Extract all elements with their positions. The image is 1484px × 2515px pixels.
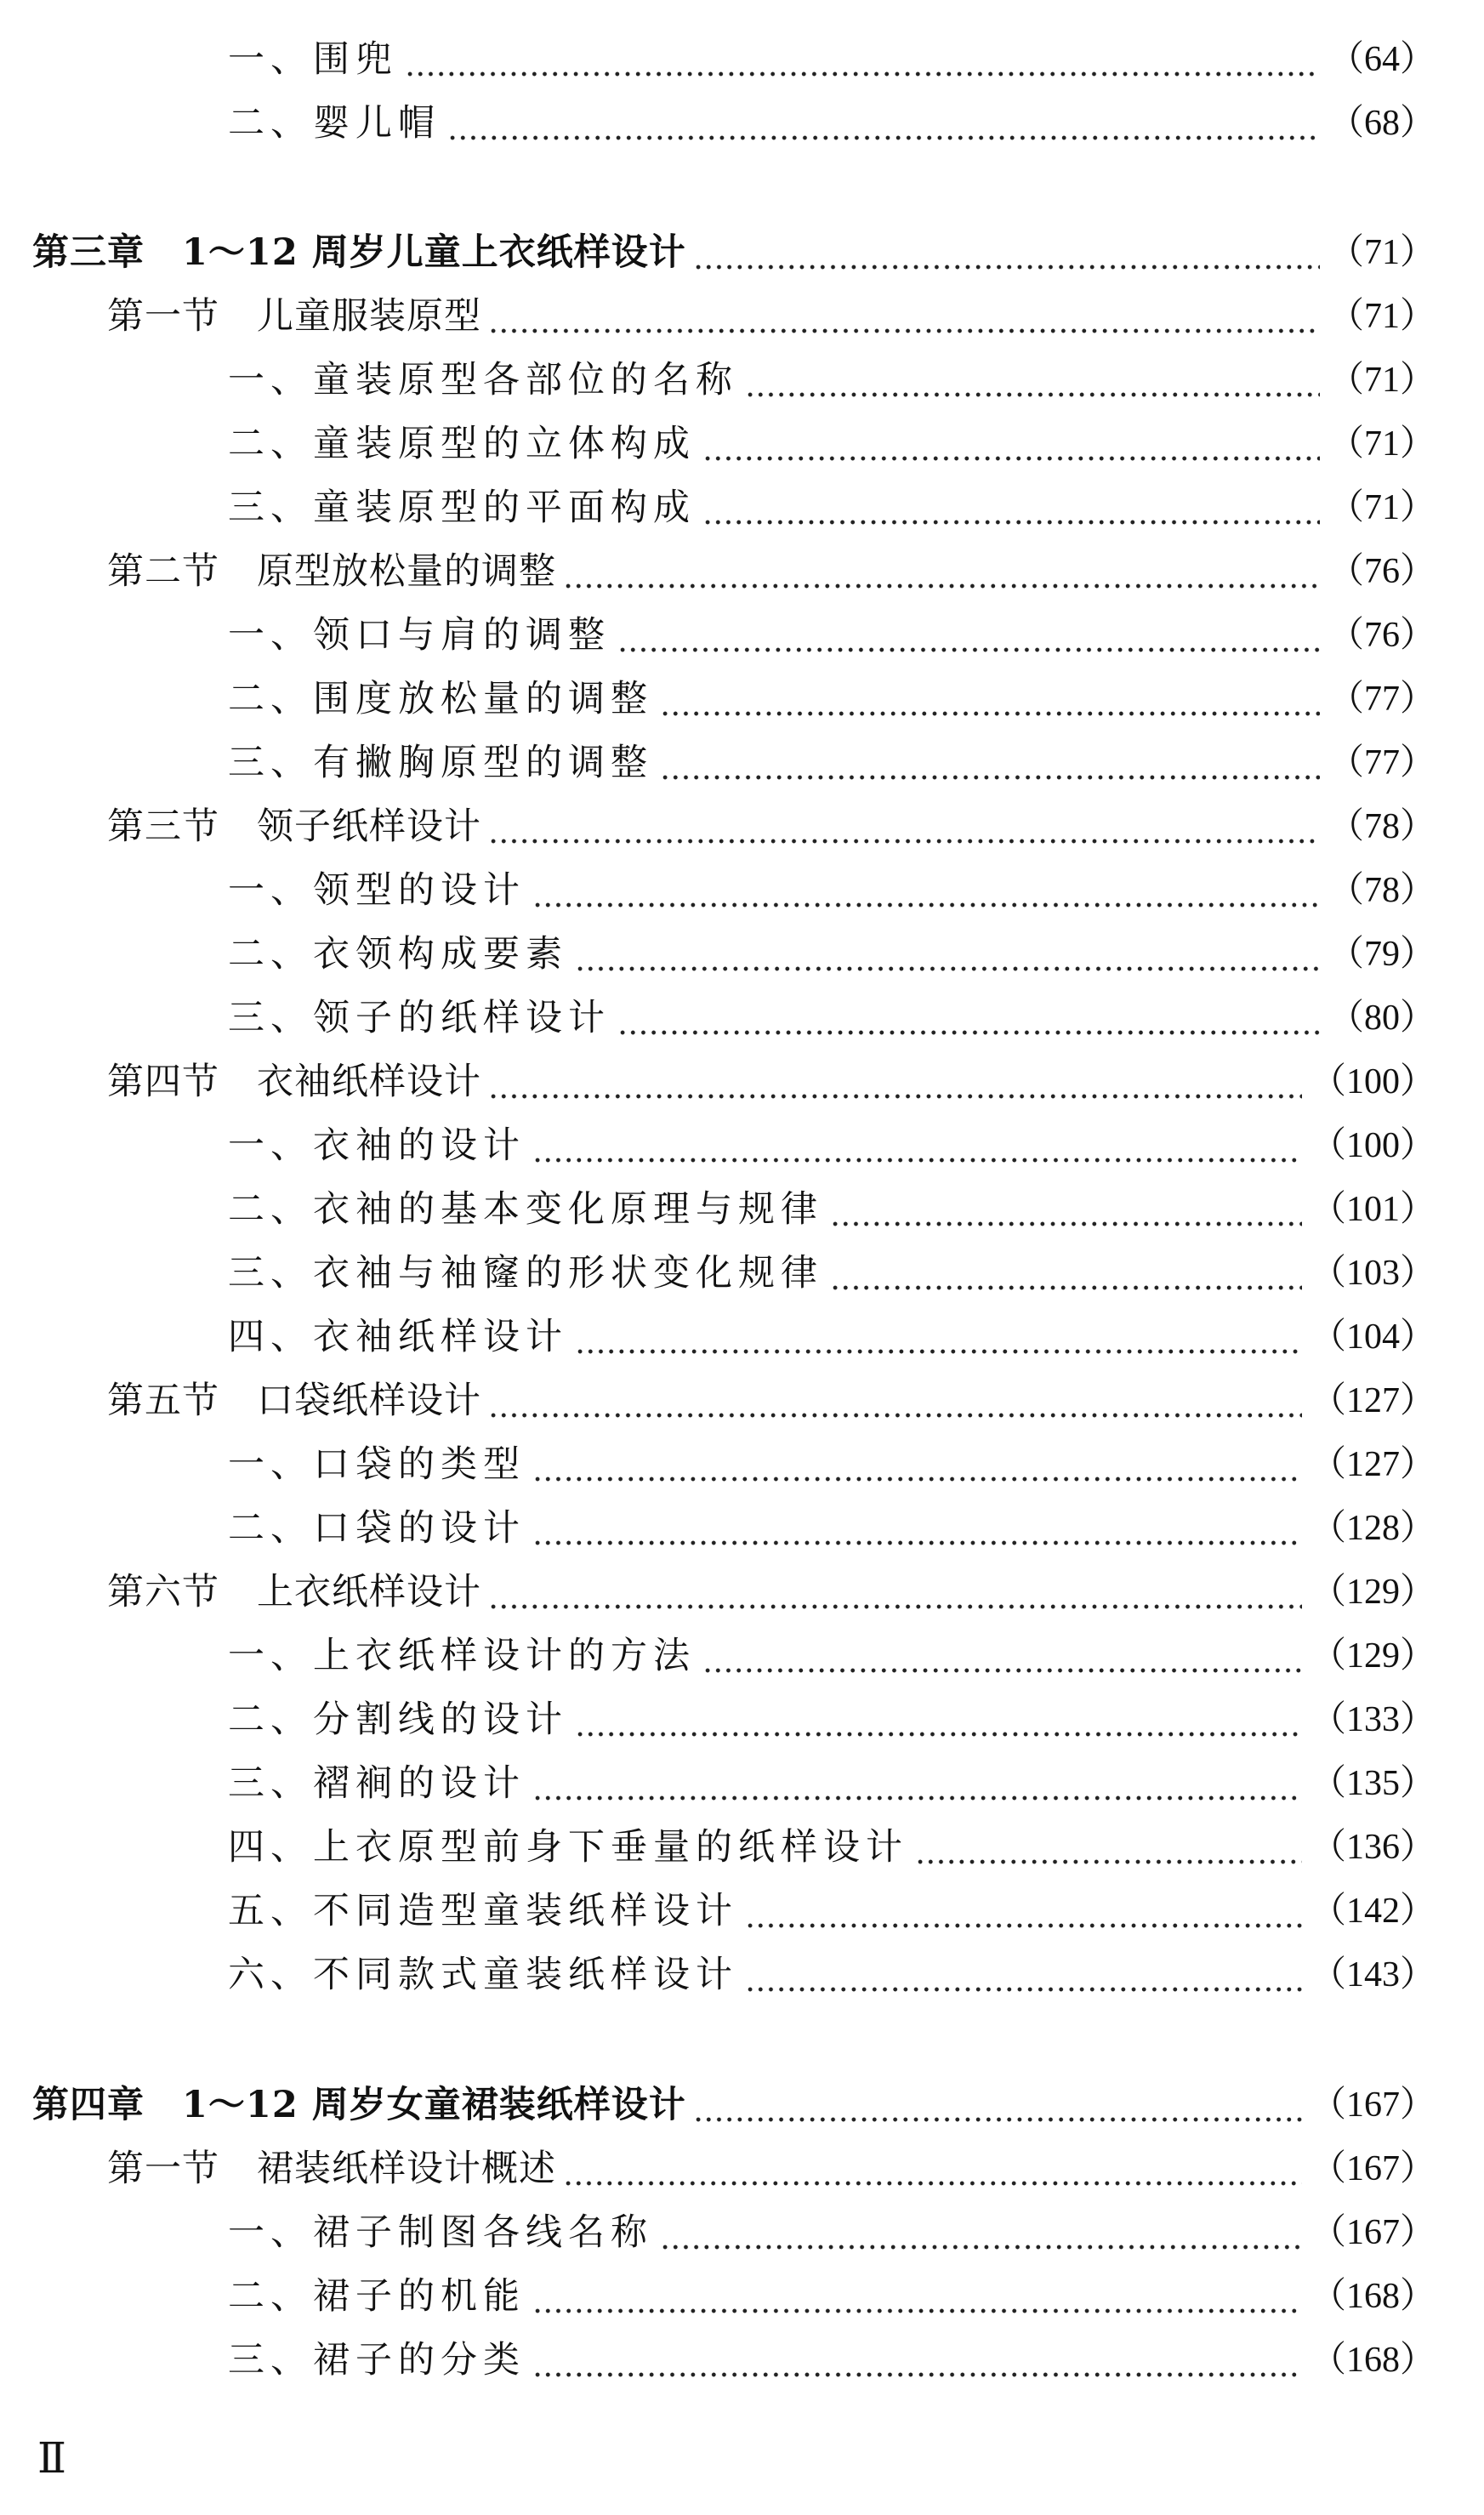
- toc-entry-page-number: （167）: [1310, 2085, 1436, 2125]
- toc-entry-title: 一、领型的设计: [228, 869, 526, 912]
- dot-leader: [532, 1477, 1302, 1482]
- toc-entry-title: 二、衣领构成要素: [228, 933, 568, 976]
- toc-entry-item[interactable]: [0, 30, 1484, 89]
- dot-leader: [660, 2245, 1302, 2250]
- toc-entry-page-number: （168）: [1310, 2277, 1436, 2316]
- dot-leader: [532, 1158, 1302, 1163]
- dot-leader: [693, 265, 1320, 270]
- toc-entry-title: 第四章 1～12 周岁女童裙装纸样设计: [32, 2084, 686, 2126]
- toc-entry-page-number: （71）: [1328, 424, 1436, 464]
- toc-entry-title: 二、衣袖的基本变化原理与规律: [228, 1188, 823, 1231]
- toc-entry-title: 第一节 儿童服装原型: [107, 295, 481, 338]
- toc-entry-title: 三、有撇胸原型的调整: [228, 742, 653, 784]
- toc-entry-page-number: （71）: [1328, 297, 1436, 336]
- toc-entry-item[interactable]: [0, 1881, 1484, 1941]
- toc-entry-page-number: （71）: [1328, 233, 1436, 272]
- toc-entry-page-number: （100）: [1310, 1062, 1436, 1101]
- dot-leader: [532, 2308, 1302, 2313]
- toc-entry-title: 一、口袋的类型: [228, 1443, 526, 1486]
- toc-entry-item[interactable]: [0, 1180, 1484, 1239]
- toc-entry-title: 一、童装原型各部位的名称: [228, 359, 738, 401]
- dot-leader: [830, 1221, 1302, 1226]
- toc-entry-page-number: （129）: [1310, 1573, 1436, 1612]
- toc-entry-item[interactable]: [0, 478, 1484, 538]
- toc-entry-page-number: （143）: [1310, 1955, 1436, 1994]
- dot-leader: [532, 1795, 1302, 1801]
- toc-entry-page-number: （76）: [1328, 552, 1436, 591]
- toc-entry-title: 三、衣袖与袖窿的形状变化规律: [228, 1252, 823, 1294]
- toc-entry-section[interactable]: [0, 287, 1484, 346]
- dot-leader: [915, 1859, 1302, 1864]
- dot-leader: [488, 1413, 1302, 1418]
- dot-leader: [617, 1030, 1320, 1035]
- toc-entry-page-number: （101）: [1310, 1190, 1436, 1229]
- toc-entry-item[interactable]: [0, 1754, 1484, 1813]
- toc-entry-page-number: （129）: [1310, 1636, 1436, 1676]
- dot-leader: [617, 647, 1320, 652]
- toc-entry-item[interactable]: [0, 414, 1484, 474]
- toc-entry-page-number: （100）: [1310, 1126, 1436, 1165]
- toc-entry-page-number: （71）: [1328, 488, 1436, 527]
- dot-leader: [693, 2117, 1302, 2122]
- toc-entry-page-number: （168）: [1310, 2341, 1436, 2380]
- toc-entry-section[interactable]: [0, 797, 1484, 856]
- toc-entry-page-number: （79）: [1328, 935, 1436, 974]
- dot-leader: [745, 1923, 1302, 1928]
- toc-entry-page-number: （68）: [1328, 104, 1436, 143]
- toc-entry-title: 二、分割线的设计: [228, 1698, 568, 1741]
- toc-entry-section[interactable]: [0, 1371, 1484, 1431]
- dot-leader: [745, 1987, 1302, 1992]
- toc-entry-page-number: （167）: [1310, 2149, 1436, 2188]
- toc-entry-page-number: （77）: [1328, 743, 1436, 782]
- toc-entry-title: 第二节 原型放松量的调整: [107, 550, 556, 593]
- toc-entry-item[interactable]: [0, 925, 1484, 984]
- toc-entry-item[interactable]: [0, 94, 1484, 153]
- toc-entry-page-number: （80）: [1328, 999, 1436, 1038]
- toc-entry-title: 四、衣袖纸样设计: [228, 1316, 568, 1358]
- dot-leader: [745, 392, 1320, 397]
- toc-entry-title: 二、围度放松量的调整: [228, 678, 653, 720]
- dot-leader: [575, 1732, 1302, 1737]
- toc-entry-page-number: （78）: [1328, 871, 1436, 910]
- toc-entry-page-number: （127）: [1310, 1381, 1436, 1420]
- toc-entry-item[interactable]: [0, 1499, 1484, 1558]
- toc-entry-page-number: （103）: [1310, 1254, 1436, 1293]
- toc-entry-item[interactable]: [0, 1435, 1484, 1494]
- toc-entry-title: 四、上衣原型前身下垂量的纸样设计: [228, 1826, 908, 1869]
- toc-entry-item[interactable]: [0, 350, 1484, 410]
- toc-entry-page-number: （167）: [1310, 2213, 1436, 2252]
- dot-leader: [563, 2181, 1302, 2186]
- toc-entry-title: 一、衣袖的设计: [228, 1124, 526, 1167]
- dot-leader: [702, 520, 1320, 525]
- toc-entry-page-number: （71）: [1328, 361, 1436, 400]
- toc-entry-page-number: （135）: [1310, 1764, 1436, 1803]
- toc-entry-section[interactable]: [0, 1562, 1484, 1622]
- toc-entry-item[interactable]: [0, 2330, 1484, 2390]
- toc-entry-item[interactable]: [0, 1690, 1484, 1750]
- toc-entry-item[interactable]: [0, 1243, 1484, 1303]
- toc-entry-item[interactable]: [0, 1116, 1484, 1175]
- dot-leader: [532, 1540, 1302, 1545]
- toc-entry-title: 三、童装原型的平面构成: [228, 486, 696, 529]
- toc-entry-page-number: （64）: [1328, 40, 1436, 79]
- toc-entry-page-number: （128）: [1310, 1509, 1436, 1548]
- toc-entry-item[interactable]: [0, 733, 1484, 793]
- toc-entry-item[interactable]: [0, 606, 1484, 665]
- toc-entry-title: 第五节 口袋纸样设计: [107, 1380, 481, 1422]
- toc-entry-section[interactable]: [0, 2139, 1484, 2199]
- toc-entry-item[interactable]: [0, 1307, 1484, 1367]
- dot-leader: [488, 839, 1320, 844]
- toc-entry-title: 二、婴儿帽: [228, 102, 441, 145]
- toc-entry-title: 第一节 裙装纸样设计概述: [107, 2148, 556, 2190]
- toc-entry-title: 二、童装原型的立体构成: [228, 423, 696, 465]
- toc-entry-page-number: （78）: [1328, 807, 1436, 846]
- toc-entry-page-number: （127）: [1310, 1445, 1436, 1484]
- toc-entry-page-number: （104）: [1310, 1317, 1436, 1357]
- toc-entry-page-number: （77）: [1328, 680, 1436, 719]
- toc-entry-page-number: （142）: [1310, 1892, 1436, 1931]
- page-folio: Ⅱ: [37, 2434, 66, 2482]
- dot-leader: [488, 1604, 1302, 1609]
- toc-entry-title: 一、裙子制图各线名称: [228, 2211, 653, 2254]
- dot-leader: [563, 583, 1320, 589]
- toc-entry-page-number: （136）: [1310, 1828, 1436, 1867]
- dot-leader: [532, 902, 1320, 908]
- toc-entry-title: 第四节 衣袖纸样设计: [107, 1061, 481, 1103]
- dot-leader: [488, 328, 1320, 333]
- toc-entry-item[interactable]: [0, 861, 1484, 920]
- toc-entry-item[interactable]: [0, 669, 1484, 729]
- dot-leader: [830, 1285, 1302, 1290]
- toc-entry-title: 二、口袋的设计: [228, 1507, 526, 1550]
- toc-entry-chapter[interactable]: [0, 2075, 1484, 2135]
- dot-leader: [575, 966, 1320, 971]
- dot-leader: [702, 1668, 1302, 1673]
- toc-entry-item[interactable]: [0, 2203, 1484, 2262]
- toc-entry-title: 五、不同造型童装纸样设计: [228, 1890, 738, 1932]
- toc-entry-title: 一、围兜: [228, 38, 398, 81]
- toc-entry-section[interactable]: [0, 1052, 1484, 1112]
- toc-entry-item[interactable]: [0, 2267, 1484, 2326]
- toc-entry-title: 第六节 上衣纸样设计: [107, 1571, 481, 1613]
- toc-entry-title: 六、不同款式童装纸样设计: [228, 1954, 738, 1996]
- dot-leader: [660, 775, 1320, 780]
- toc-entry-item[interactable]: [0, 1945, 1484, 2005]
- toc-entry-page-number: （133）: [1310, 1700, 1436, 1739]
- toc-entry-item[interactable]: [0, 1626, 1484, 1686]
- toc-entry-title: 三、褶裥的设计: [228, 1762, 526, 1805]
- dot-leader: [702, 456, 1320, 461]
- toc-entry-title: 一、领口与肩的调整: [228, 614, 611, 657]
- toc-entry-item[interactable]: [0, 1818, 1484, 1877]
- dot-leader: [405, 71, 1320, 77]
- toc-entry-item[interactable]: [0, 988, 1484, 1048]
- toc-entry-title: 第三章 1～12 周岁儿童上衣纸样设计: [32, 231, 686, 274]
- toc-entry-title: 三、裙子的分类: [228, 2339, 526, 2381]
- dot-leader: [532, 2372, 1302, 2377]
- toc-entry-section[interactable]: [0, 542, 1484, 601]
- toc-entry-page-number: （76）: [1328, 616, 1436, 655]
- toc-entry-title: 二、裙子的机能: [228, 2275, 526, 2318]
- toc-entry-title: 第三节 领子纸样设计: [107, 805, 481, 848]
- dot-leader: [488, 1094, 1302, 1099]
- toc-entry-title: 三、领子的纸样设计: [228, 997, 611, 1039]
- toc-entry-chapter[interactable]: [0, 223, 1484, 282]
- dot-leader: [660, 711, 1320, 716]
- dot-leader: [447, 135, 1320, 140]
- toc-entry-title: 一、上衣纸样设计的方法: [228, 1635, 696, 1677]
- dot-leader: [575, 1349, 1302, 1354]
